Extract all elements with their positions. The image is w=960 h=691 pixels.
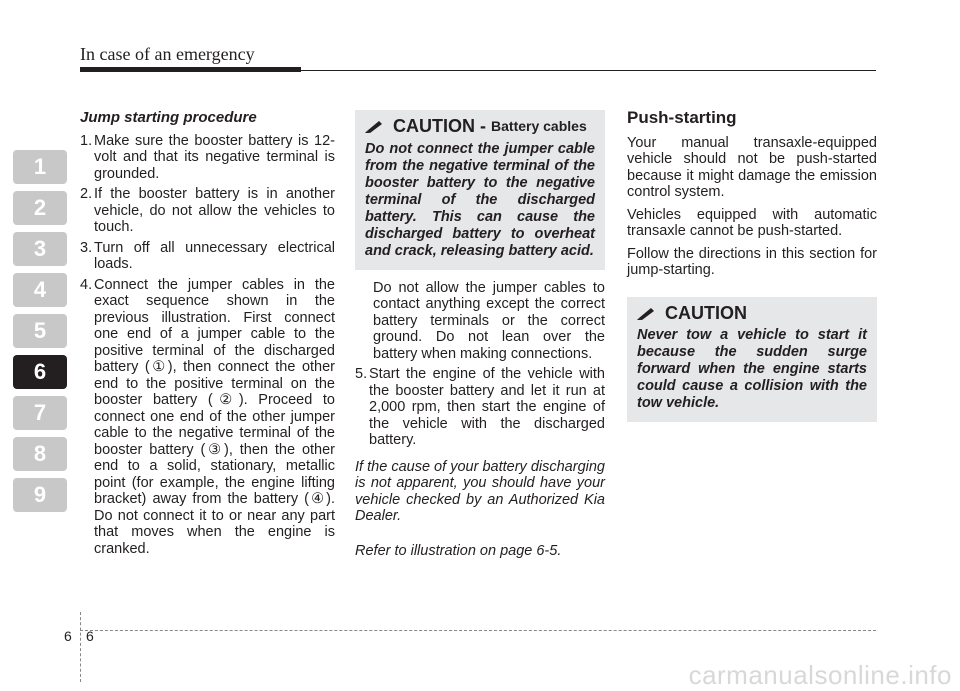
caution-label: CAUTION: [665, 302, 747, 323]
step-number: 1.: [80, 132, 93, 149]
column-push-starting: [627, 110, 877, 422]
step-number: 5.: [355, 366, 368, 382]
column-jump-procedure: [80, 110, 335, 561]
chapter-tab-7[interactable]: 7: [13, 396, 67, 430]
list-item: [80, 133, 335, 183]
page-number: 6: [86, 628, 94, 644]
push-starting-heading: Push-starting: [627, 108, 737, 127]
step-text: Start the engine of the vehicle with the booster battery and let it run at 2,000 rpm, then start the engine of the vehicle with the discharged battery.: [369, 366, 605, 448]
chapter-tab-1[interactable]: 1: [13, 150, 67, 184]
chapter-tab-3[interactable]: 3: [13, 232, 67, 266]
battery-discharge-note: If the cause of your battery discharging is not apparent, you should have your vehicle checked by an Authorized Kia Dealer.: [355, 458, 605, 524]
step-4-continued: Do not allow the jumper cables to contact anything except the correct battery terminals or the correct ground. Do not lean over the battery when making connections.: [373, 279, 605, 362]
header-rule-thin: [301, 70, 876, 71]
list-item: [80, 186, 335, 236]
watermark: carmanualsonline.info: [688, 660, 952, 690]
caution-sublabel: Battery cables: [491, 118, 587, 134]
list-item: [355, 366, 605, 449]
page-header-title: In case of an emergency: [80, 44, 255, 64]
jump-procedure-heading: Jump starting procedure: [80, 109, 257, 126]
caution-battery-text: Do not connect the jumper cable from the negative terminal of the booster battery to the negative terminal of the discharged battery. This can cause the discharged battery to overheat and crack, releasing battery acid.: [365, 140, 595, 259]
caution-tow-title: [637, 302, 867, 323]
chapter-tab-6[interactable]: 6: [13, 355, 67, 389]
chapter-tab-4[interactable]: 4: [13, 273, 67, 307]
step-number: 2.: [80, 186, 93, 202]
step-text: Connect the jumper cables in the exact sequence shown in the previous illustration. First connect one end of a jumper cable to the positive terminal of the discharged battery (①), then connect the other end to the positive terminal on the booster battery (②). Proceed to connect one end of the other jumper cable to the negative terminal of the booster battery (③), then the other end to a solid, stationary, metallic point (for example, the engine lifting bracket) away from the battery (④). Do not connect it to or near any part that moves when the engine is cranked.: [94, 276, 335, 557]
illustration-reference-note: Refer to illustration on page 6-5.: [355, 542, 562, 559]
list-item: [80, 240, 335, 273]
step-number: 3.: [80, 239, 93, 256]
jump-steps-list: [80, 133, 335, 558]
push-starting-paragraph-1: Your manual transaxle-equipped vehicle should not be push-started because it might damage the emission control system.: [627, 134, 877, 200]
chapter-tab-8[interactable]: 8: [13, 437, 67, 471]
caution-battery-title: [365, 118, 595, 135]
caution-tow-box: [627, 297, 877, 423]
step-text: If the booster battery is in another vehicle, do not allow the vehicles to touch.: [94, 186, 335, 235]
section-number: 6: [64, 628, 72, 644]
footer-rule: [80, 630, 876, 631]
chapter-tab-5[interactable]: 5: [13, 314, 67, 348]
step-text: Turn off all unnecessary electrical loads.: [94, 239, 335, 272]
footer-divider: [80, 612, 81, 682]
pencil-icon: [637, 306, 657, 320]
caution-battery-box: [355, 110, 605, 270]
column-caution-battery: [355, 110, 605, 559]
header-rule-thick: [80, 67, 301, 72]
list-item: [80, 277, 335, 558]
pencil-icon: [365, 119, 385, 133]
step-text: Make sure the booster battery is 12-volt and that its negative terminal is grounded.: [94, 132, 335, 182]
caution-tow-text: Never tow a vehicle to start it because the sudden surge forward when the engine starts could cause a collision with the tow vehicle.: [637, 327, 867, 411]
step-number: 4.: [80, 276, 93, 293]
push-starting-paragraph-3: Follow the directions in this section for jump-starting.: [627, 245, 877, 278]
caution-label: CAUTION -: [393, 116, 486, 136]
chapter-tab-2[interactable]: 2: [13, 191, 67, 225]
chapter-tab-9[interactable]: 9: [13, 478, 67, 512]
push-starting-paragraph-2: Vehicles equipped with automatic transaxle cannot be push-started.: [627, 206, 877, 239]
